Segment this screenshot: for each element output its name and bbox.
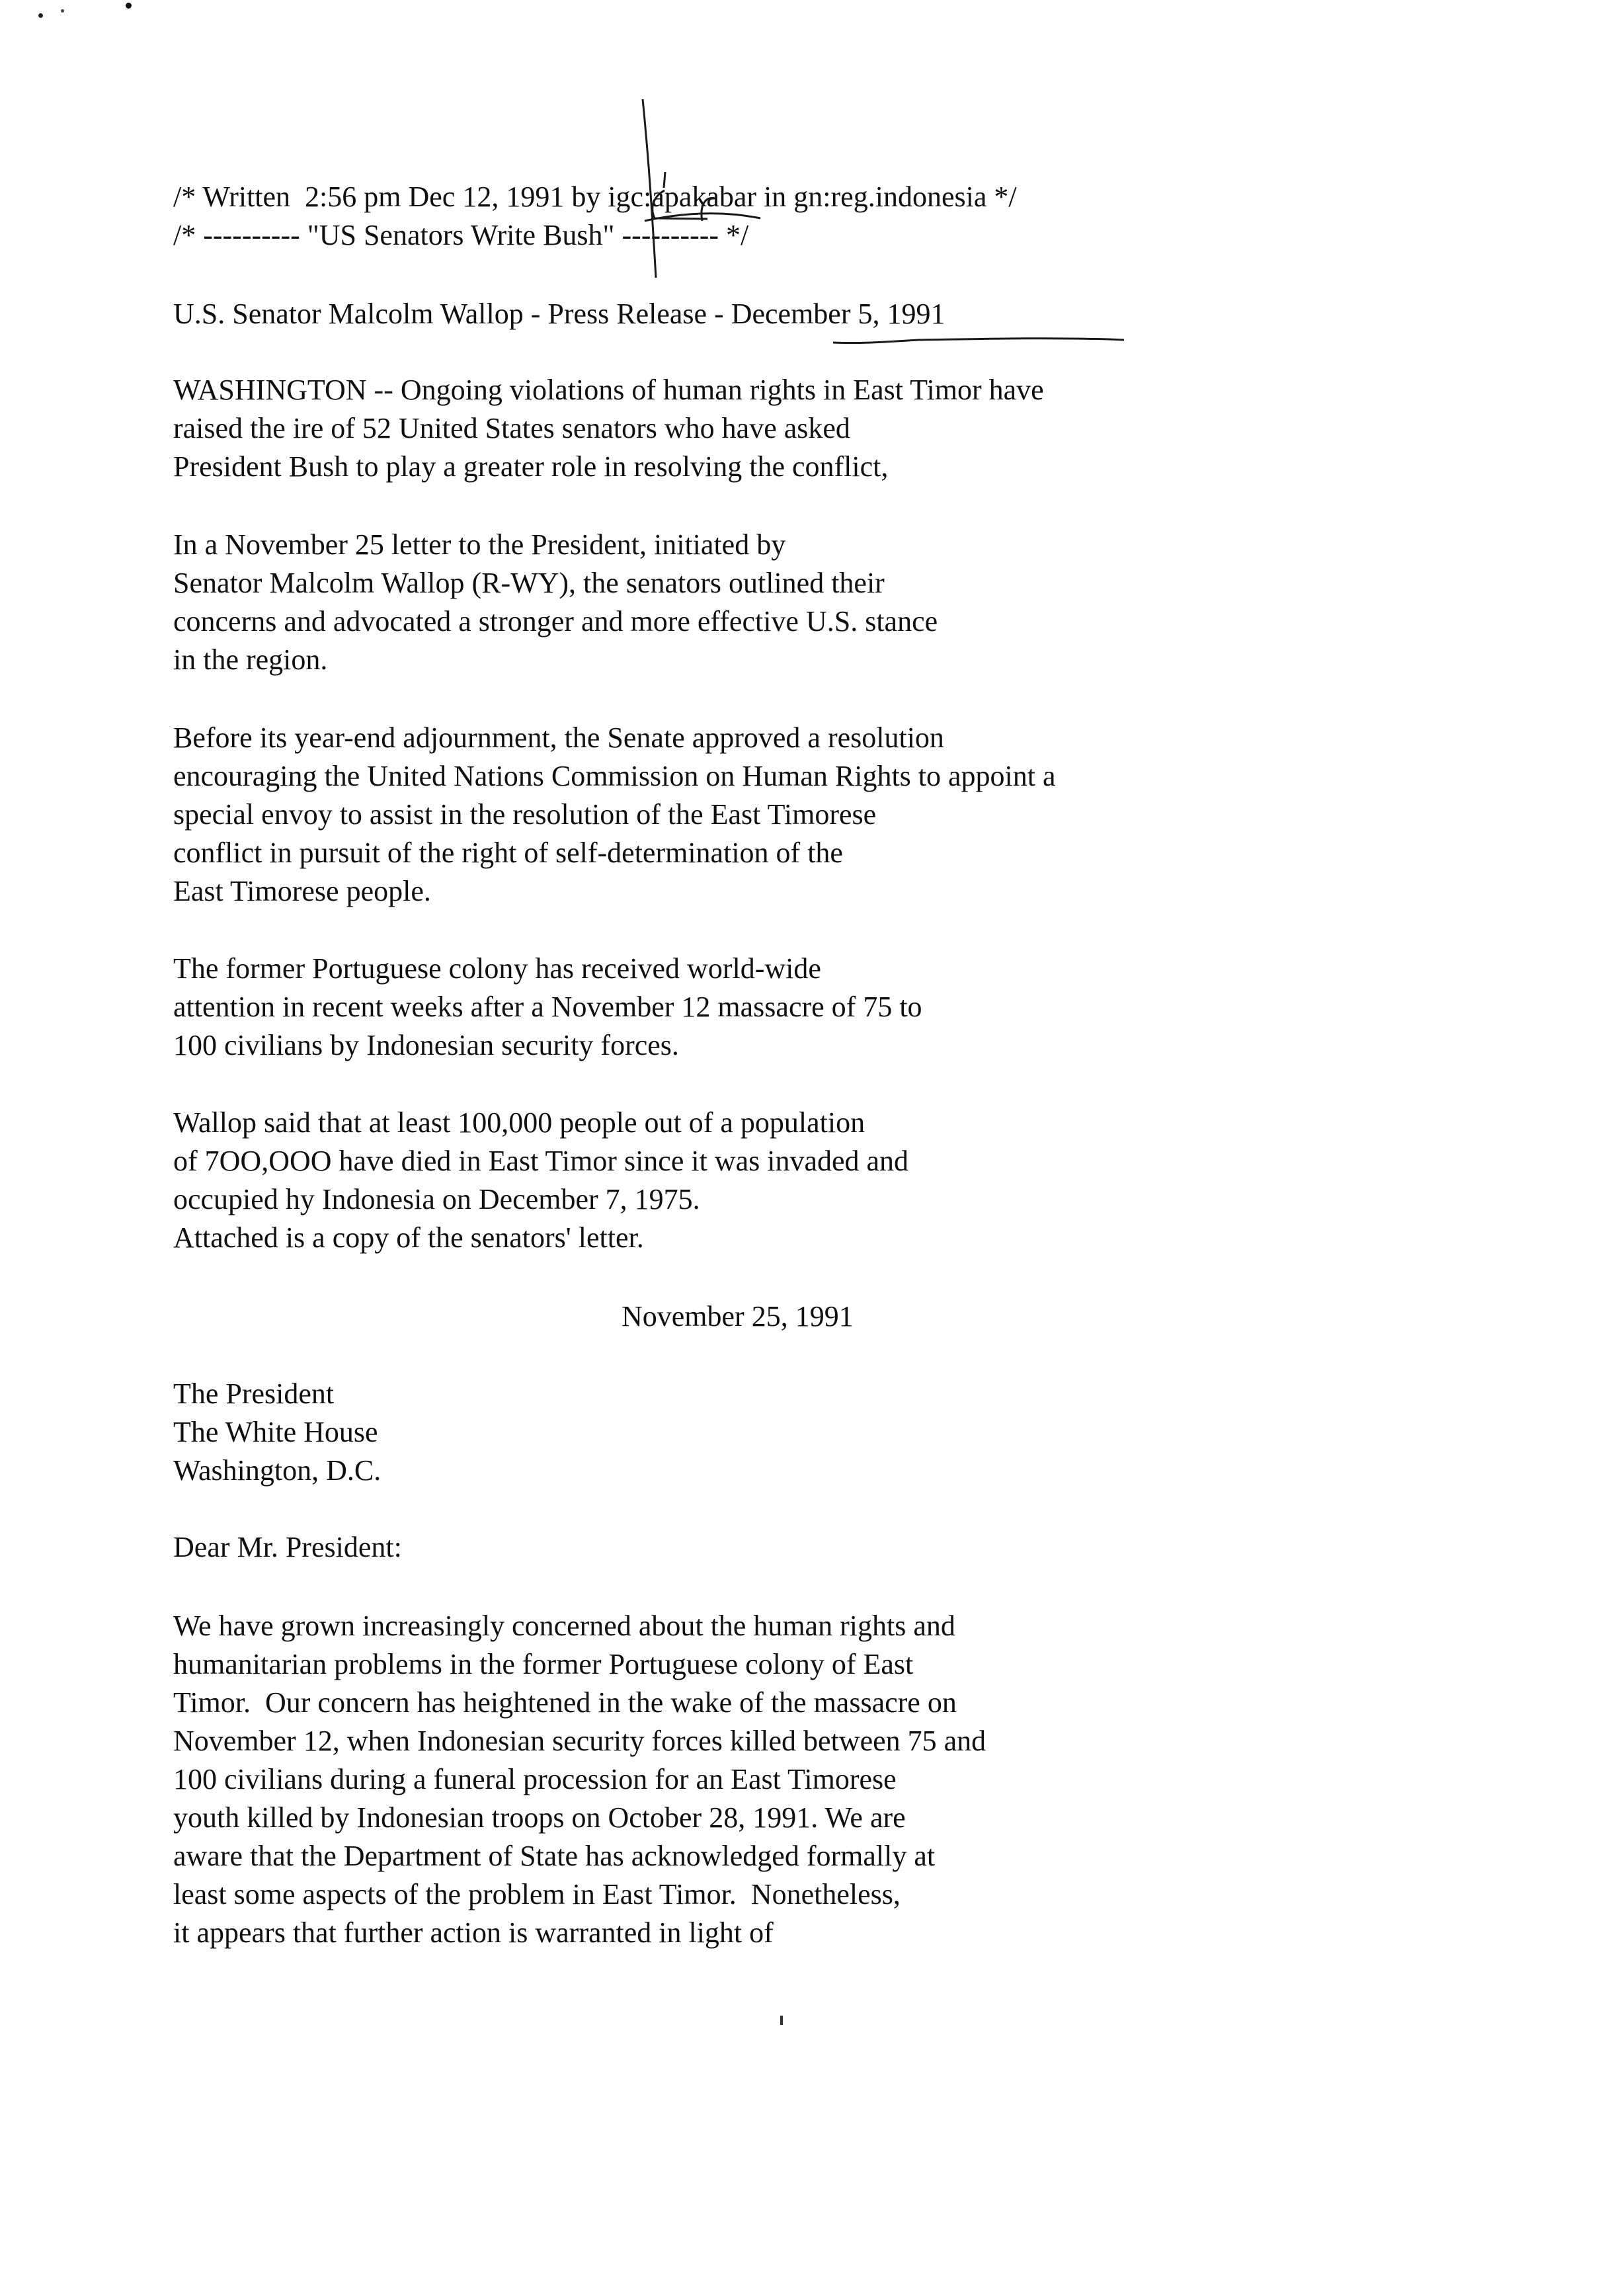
- pen-underline-date: [833, 339, 1124, 343]
- salutation: Dear Mr. President:: [173, 1531, 402, 1563]
- paragraph-line: of 7OO,OOO have died in East Timor since it was invaded and: [173, 1145, 909, 1177]
- paragraph-line: concerns and advocated a stronger and more effective U.S. stance: [173, 605, 938, 637]
- paragraph-line: Before its year-end adjournment, the Senate approved a resolution: [173, 721, 944, 754]
- letter-date: November 25, 1991: [622, 1300, 854, 1332]
- paragraph-line: Senator Malcolm Wallop (R-WY), the senators outlined their: [173, 567, 885, 599]
- pen-stroke-tick: [664, 172, 665, 188]
- paragraph-line: WASHINGTON -- Ongoing violations of human rights in East Timor have: [173, 374, 1044, 406]
- paragraph-line: President Bush to play a greater role in resolving the conflict,: [173, 450, 889, 483]
- header-line-1: /* Written 2:56 pm Dec 12, 1991 by igc:apakabar in gn:reg.indonesia */: [173, 181, 1017, 213]
- address-line: The White House: [173, 1416, 378, 1448]
- paragraph-line: occupied hy Indonesia on December 7, 1975.: [173, 1183, 700, 1215]
- paragraph-line: encouraging the United Nations Commission on Human Rights to appoint a: [173, 760, 1056, 792]
- letter-body-line: We have grown increasingly concerned about the human rights and: [173, 1610, 955, 1642]
- letter-body-line: Timor. Our concern has heightened in the wake of the massacre on: [173, 1686, 957, 1719]
- paragraph-line: In a November 25 letter to the President, initiated by: [173, 528, 786, 561]
- paragraph-line: The former Portuguese colony has received world-wide: [173, 952, 821, 985]
- header-line-2: /* ---------- "US Senators Write Bush" ---------- */: [173, 219, 749, 251]
- paragraph-line: attention in recent weeks after a November 12 massacre of 75 to: [173, 991, 922, 1023]
- press-release-title: U.S. Senator Malcolm Wallop - Press Release - December 5, 1991: [173, 298, 945, 330]
- paragraph-line: in the region.: [173, 643, 328, 676]
- paragraph-line: East Timorese people.: [173, 875, 431, 907]
- address-line: Washington, D.C.: [173, 1454, 382, 1487]
- letter-body-line: aware that the Department of State has acknowledged formally at: [173, 1840, 936, 1872]
- letter-body-line: November 12, when Indonesian security forces killed between 75 and: [173, 1725, 986, 1757]
- letter-body-line: least some aspects of the problem in East Timor. Nonetheless,: [173, 1878, 901, 1910]
- letter-body-line: 100 civilians during a funeral procession for an East Timorese: [173, 1763, 897, 1795]
- paragraph-line: conflict in pursuit of the right of self-determination of the: [173, 837, 843, 869]
- letter-body-line: humanitarian problems in the former Portuguese colony of East: [173, 1648, 914, 1680]
- paragraph-line: 100 civilians by Indonesian security forces.: [173, 1029, 679, 1061]
- letter-body-line: youth killed by Indonesian troops on October 28, 1991. We are: [173, 1801, 906, 1834]
- address-line: The President: [173, 1377, 335, 1410]
- paragraph-line: Attached is a copy of the senators' letter.: [173, 1221, 644, 1254]
- pen-stroke-vertical: [643, 99, 656, 278]
- paragraph-line: raised the ire of 52 United States senators who have asked: [173, 412, 850, 444]
- letter-body-line: it appears that further action is warranted in light of: [173, 1916, 774, 1949]
- pen-bracket-right: [702, 198, 715, 221]
- paragraph-line: Wallop said that at least 100,000 people out of a population: [173, 1106, 865, 1139]
- paragraph-line: special envoy to assist in the resolution of the East Timorese: [173, 798, 877, 831]
